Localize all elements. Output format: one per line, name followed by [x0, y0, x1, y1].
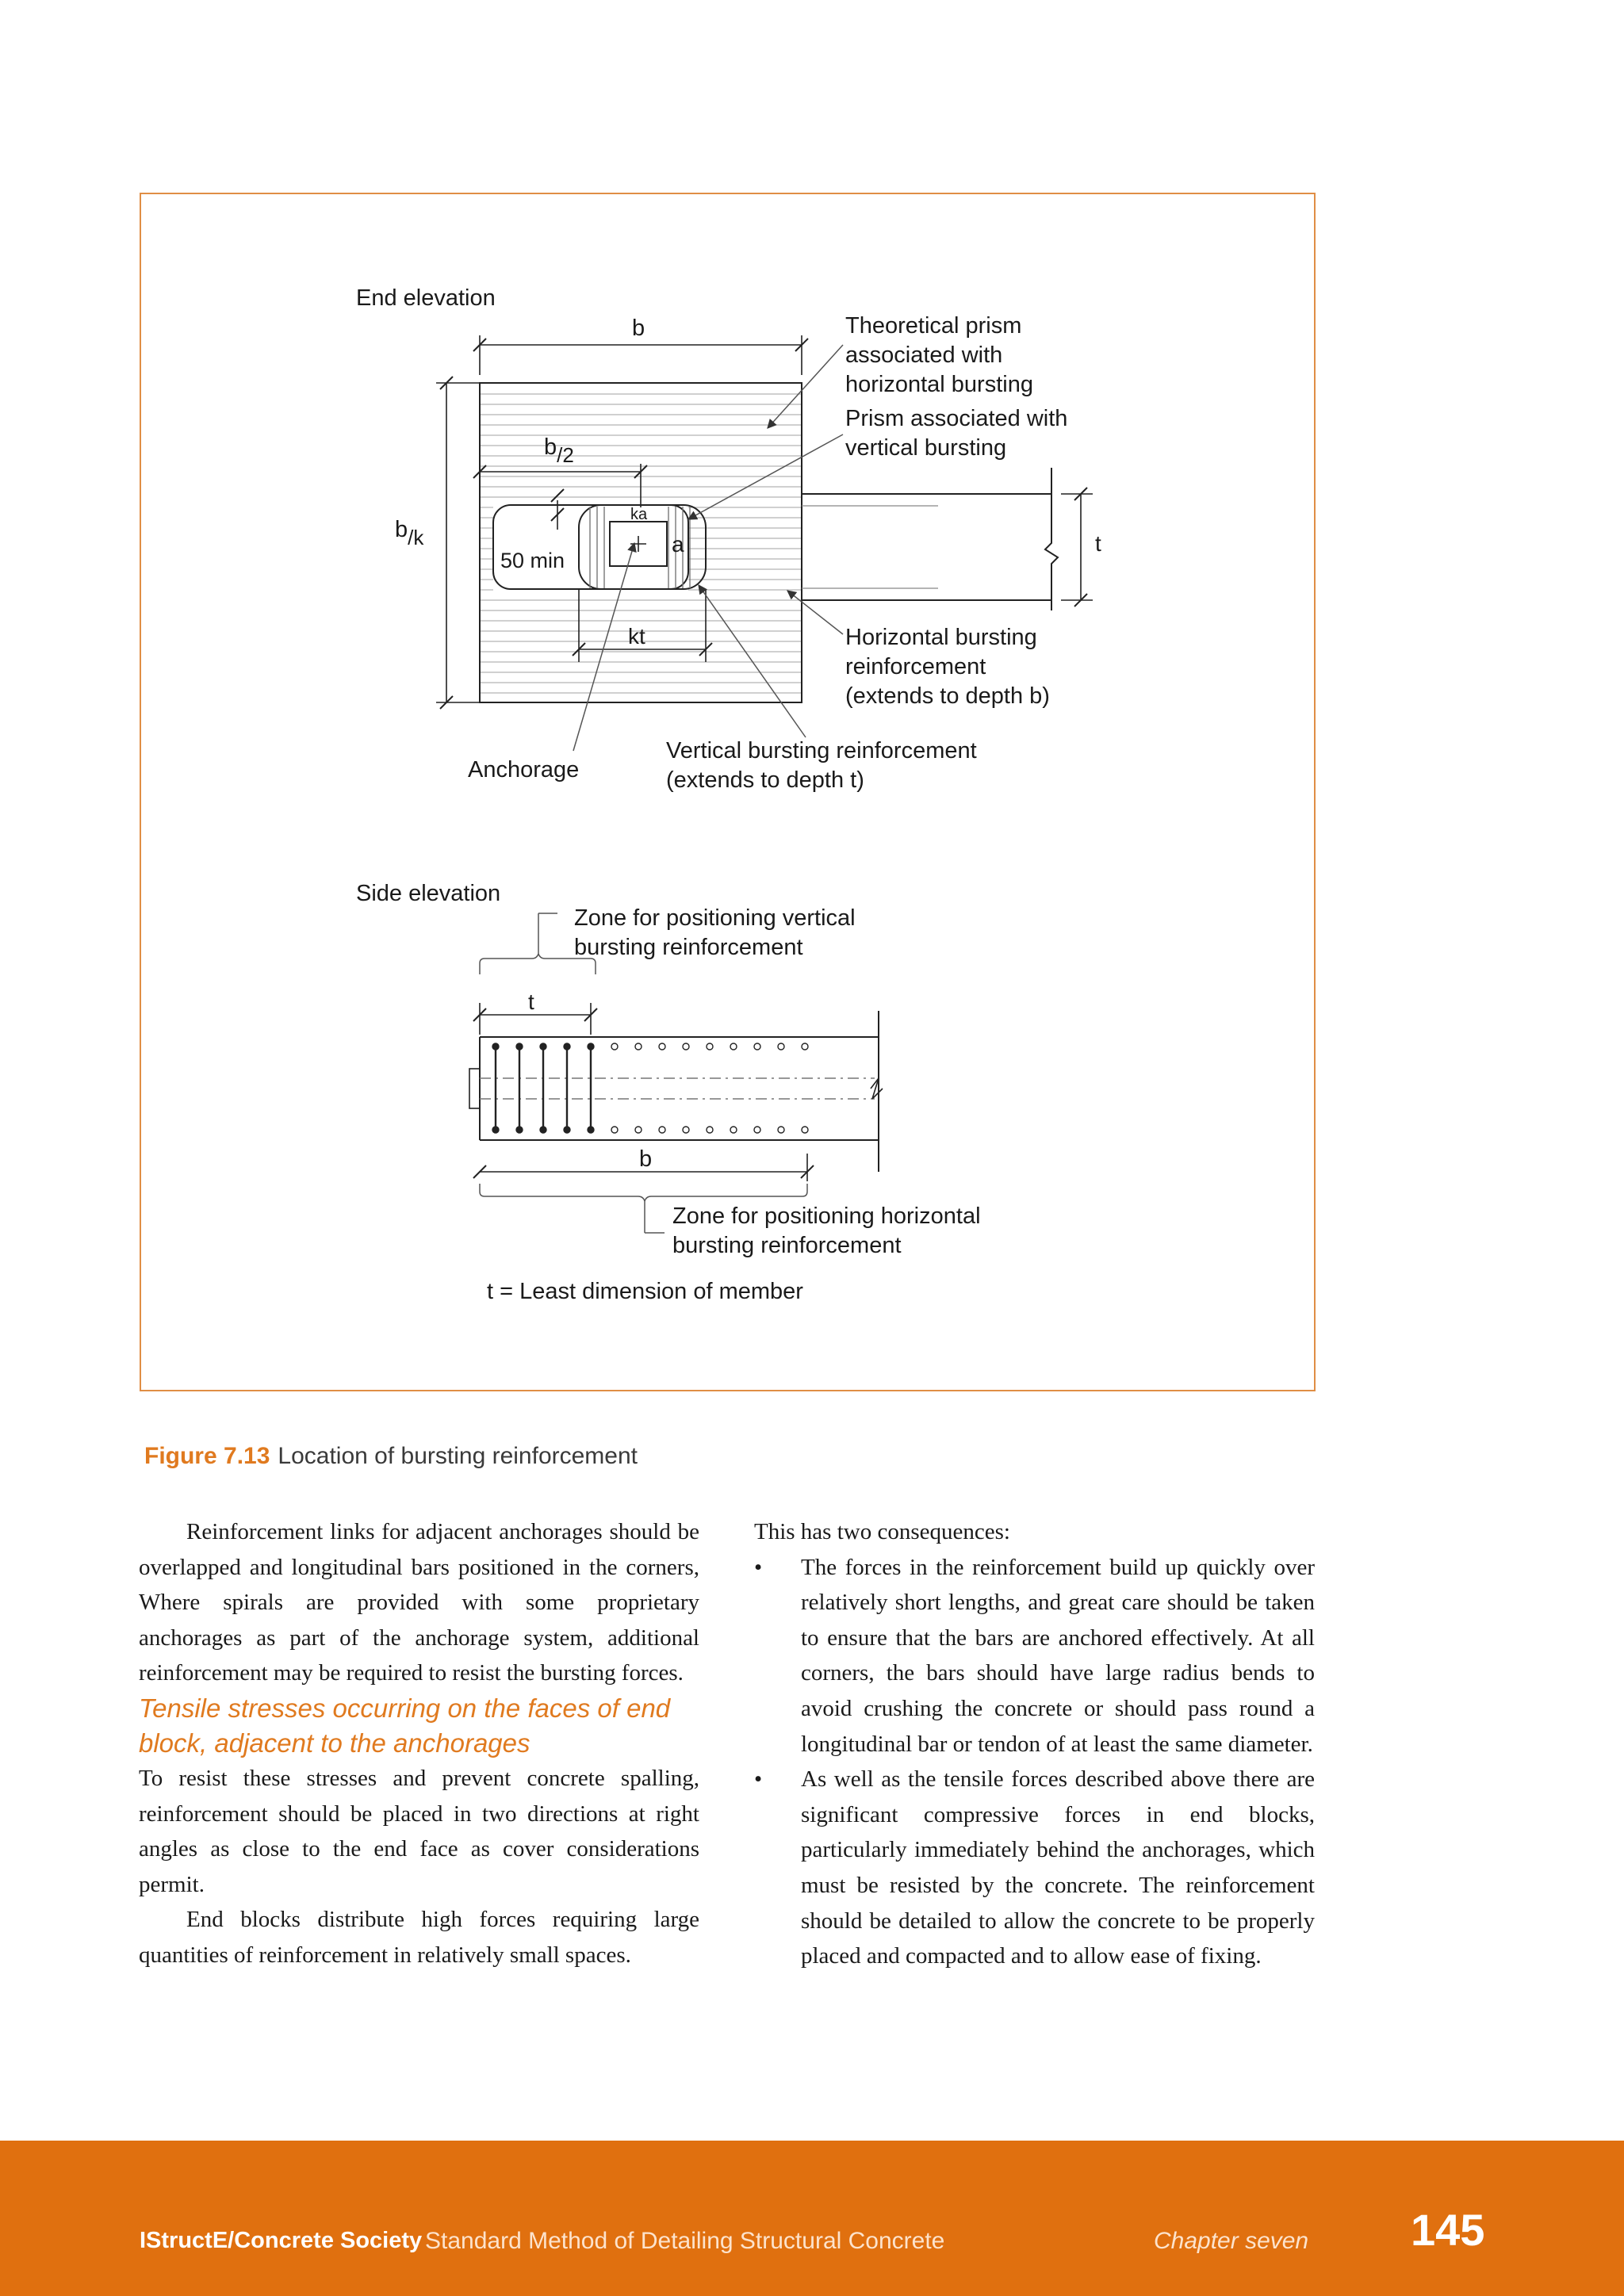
- dim-bk: [436, 377, 480, 709]
- left-column: [139, 1514, 699, 1973]
- paragraph: This has two consequences:: [754, 1519, 1010, 1544]
- side-elevation-member: [469, 1011, 883, 1172]
- footer-chapter: Chapter seven: [1154, 2228, 1309, 2254]
- bullet-list: [754, 1550, 1315, 1974]
- least-dimension-note: t = Least dimension of member: [487, 1279, 803, 1304]
- dim-b2-sub: /2: [557, 443, 574, 467]
- section-subheading: Tensile stresses occurring on the faces of end block, adjacent to the anchorages: [139, 1693, 671, 1758]
- dim-bk-sub: /k: [408, 526, 424, 549]
- dim-bk-main: b: [395, 517, 408, 542]
- figure-frame: [140, 193, 1316, 1391]
- dim-b-top-label: b: [632, 316, 645, 341]
- horizontal-reinforcement-label: Horizontal bursting reinforcement (extends to depth b): [845, 625, 1050, 709]
- vertical-reinforcement-label: Vertical bursting reinforcement (extends to depth t): [666, 738, 977, 793]
- zone-vertical-label: Zone for positioning vertical bursting reinforcement: [574, 905, 856, 960]
- right-column: [754, 1514, 1315, 1974]
- paragraph: Reinforcement links for adjacent anchorages should be overlapped and longitudinal bars positioned in the corners, Where spirals are provided with some proprietary anchorages as part of the anchorage system, additional reinforcement may be required to resist the bursting forces.: [139, 1519, 699, 1686]
- figure-caption: [144, 1443, 638, 1470]
- label-a: a: [672, 532, 684, 557]
- svg-text:b/k: [395, 517, 424, 549]
- list-item-text: The forces in the reinforcement build up quickly over relatively short lengths, and great care should be taken to ensure that the bars are anchored effectively. At all corners, the bars should have large radius bends to avoid crushing the concrete or should pass round a longitudinal bar or tendon of at least the same diameter.: [801, 1554, 1315, 1757]
- side-dim-t: [473, 1003, 597, 1035]
- dim-t-label: t: [1095, 531, 1101, 556]
- vertical-links: [492, 1043, 808, 1133]
- label-50-min: 50 min: [500, 549, 565, 572]
- list-item: [754, 1550, 1315, 1762]
- bullet-icon: •: [754, 1766, 763, 1793]
- zone-horizontal-label: Zone for positioning horizontal bursting reinforcement: [672, 1203, 981, 1258]
- bullet-icon: •: [754, 1554, 763, 1580]
- figure-number: Figure 7.13: [144, 1443, 270, 1469]
- paragraph: End blocks distribute high forces requiring large quantities of reinforcement in relatively small spaces.: [139, 1907, 699, 1968]
- dim-b-top: [473, 335, 808, 375]
- bursting-reinforcement-diagram: [141, 194, 1317, 1393]
- figure-title: Location of bursting reinforcement: [278, 1443, 638, 1469]
- prism-vertical-label: Prism associated with vertical bursting: [845, 406, 1068, 461]
- paragraph: To resist these stresses and prevent concrete spalling, reinforcement should be placed in two directions at right angles as close to the end face as cover considerations permit.: [139, 1765, 699, 1897]
- list-item-text: As well as the tensile forces described above there are significant compressive forces in end blocks, particularly immediately behind the anchorages, which must be resisted by the concrete. The reinforcement should be detailed to allow the concrete to be properly placed and compacted and to allow ease of fixing.: [801, 1766, 1315, 1969]
- list-item: [754, 1762, 1315, 1974]
- anchorage-label: Anchorage: [468, 757, 580, 783]
- page-number: 145: [1411, 2205, 1485, 2255]
- label-ka: ka: [630, 506, 648, 523]
- end-elevation-heading: End elevation: [356, 285, 496, 311]
- side-elevation-heading: Side elevation: [356, 881, 501, 906]
- page-footer: [0, 2141, 1624, 2296]
- dim-kt-label: kt: [628, 624, 645, 649]
- side-dim-t-label: t: [528, 989, 534, 1014]
- theoretical-prism-label: Theoretical prism associated with horizontal bursting: [845, 313, 1033, 397]
- footer-org: IStructE/Concrete Society: [140, 2228, 423, 2253]
- side-dim-b-label: b: [639, 1146, 653, 1172]
- footer-title: Standard Method of Detailing Structural Concrete: [425, 2228, 945, 2254]
- dim-b2-main: b: [544, 434, 557, 460]
